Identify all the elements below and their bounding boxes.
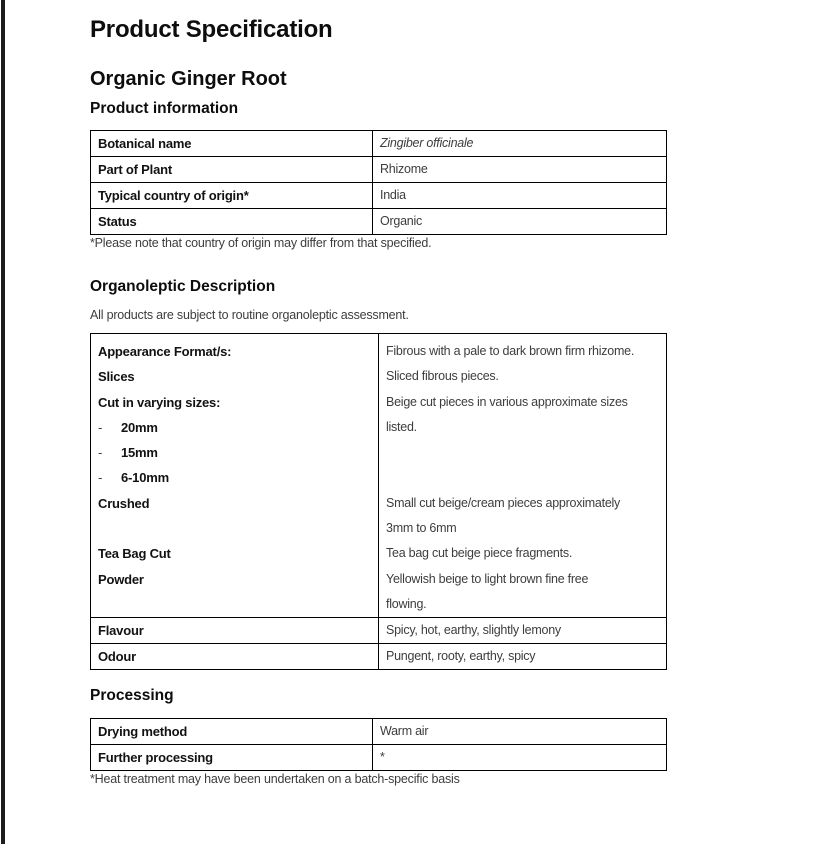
- row-appearance: [91, 334, 667, 618]
- row-status: [91, 209, 667, 235]
- cell-appearance-descriptions: [379, 334, 667, 618]
- size-item-text: 15mm: [121, 445, 158, 461]
- cell-value: Spicy, hot, earthy, slightly lemony: [379, 618, 667, 644]
- size-item-15mm: [98, 440, 372, 465]
- row-country-of-origin: [91, 183, 667, 209]
- size-item-6-10mm: [98, 465, 372, 490]
- appearance-desc-line: 3mm to 6mm: [386, 521, 457, 536]
- cell-label: Further processing: [91, 745, 373, 771]
- cell-value: India: [373, 183, 667, 209]
- cell-value: Organic: [373, 209, 667, 235]
- appearance-desc-line: [386, 440, 660, 465]
- cell-label: Botanical name: [91, 131, 373, 157]
- appearance-blank-line: [98, 516, 372, 541]
- dash-bullet: -: [98, 419, 103, 435]
- row-further-processing: [91, 745, 667, 771]
- processing-table: [90, 718, 667, 771]
- organoleptic-intro: All products are subject to routine organoleptic assessment.: [90, 308, 409, 322]
- appearance-desc-line: Tea bag cut beige piece fragments.: [386, 546, 573, 561]
- cell-label: Part of Plant: [91, 157, 373, 183]
- cell-appearance-labels: [91, 334, 379, 618]
- cell-label: Flavour: [91, 618, 379, 644]
- dash-bullet: -: [98, 470, 103, 486]
- cell-label: Status: [91, 209, 373, 235]
- page-title: Product Specification: [90, 16, 333, 43]
- row-odour: [91, 644, 667, 670]
- appearance-tea-bag-cut-label: Tea Bag Cut: [98, 546, 171, 562]
- cell-label: Drying method: [91, 719, 373, 745]
- cell-value: Pungent, rooty, earthy, spicy: [379, 644, 667, 670]
- appearance-desc-line: Small cut beige/cream pieces approximately: [386, 495, 621, 510]
- row-drying-method: [91, 719, 667, 745]
- appearance-desc-line: Yellowish beige to light brown fine free: [386, 571, 589, 586]
- size-item-20mm: [98, 415, 372, 440]
- heat-treatment-footnote: *Heat treatment may have been undertaken on a batch-specific basis: [90, 772, 460, 786]
- product-heading: Organic Ginger Root: [90, 68, 287, 90]
- page-left-edge-bar: [1, 0, 5, 844]
- country-origin-footnote: *Please note that country of origin may differ from that specified.: [90, 236, 432, 250]
- appearance-desc-line: Beige cut pieces in various approximate sizes: [386, 394, 628, 409]
- section-heading-organoleptic: Organoleptic Description: [90, 278, 276, 295]
- row-part-of-plant: [91, 157, 667, 183]
- appearance-powder-label: Powder: [98, 571, 144, 587]
- cell-label: Odour: [91, 644, 379, 670]
- cell-label: Typical country of origin*: [91, 183, 373, 209]
- dash-bullet: -: [98, 445, 103, 461]
- section-heading-product-information: Product information: [90, 100, 239, 117]
- appearance-desc-line: Sliced fibrous pieces.: [386, 369, 499, 384]
- size-item-text: 6-10mm: [121, 470, 169, 486]
- row-botanical-name: [91, 131, 667, 157]
- appearance-slices-label: Slices: [98, 369, 135, 385]
- cell-value: Warm air: [373, 719, 667, 745]
- product-info-table: [90, 130, 667, 235]
- organoleptic-table: [90, 333, 667, 670]
- cell-value: Zingiber officinale: [373, 131, 667, 157]
- cell-value: *: [373, 745, 667, 771]
- appearance-desc-line: flowing.: [386, 596, 427, 611]
- size-item-text: 20mm: [121, 419, 158, 435]
- appearance-format-label: Appearance Format/s:: [98, 344, 232, 359]
- appearance-desc-line: Fibrous with a pale to dark brown firm rhizome.: [386, 344, 635, 358]
- appearance-desc-line: listed.: [386, 419, 417, 434]
- appearance-cut-sizes-label: Cut in varying sizes:: [98, 394, 221, 410]
- row-flavour: [91, 618, 667, 644]
- section-heading-processing: Processing: [90, 687, 174, 704]
- cell-value: Rhizome: [373, 157, 667, 183]
- appearance-desc-line: [386, 465, 660, 490]
- appearance-crushed-label: Crushed: [98, 495, 150, 511]
